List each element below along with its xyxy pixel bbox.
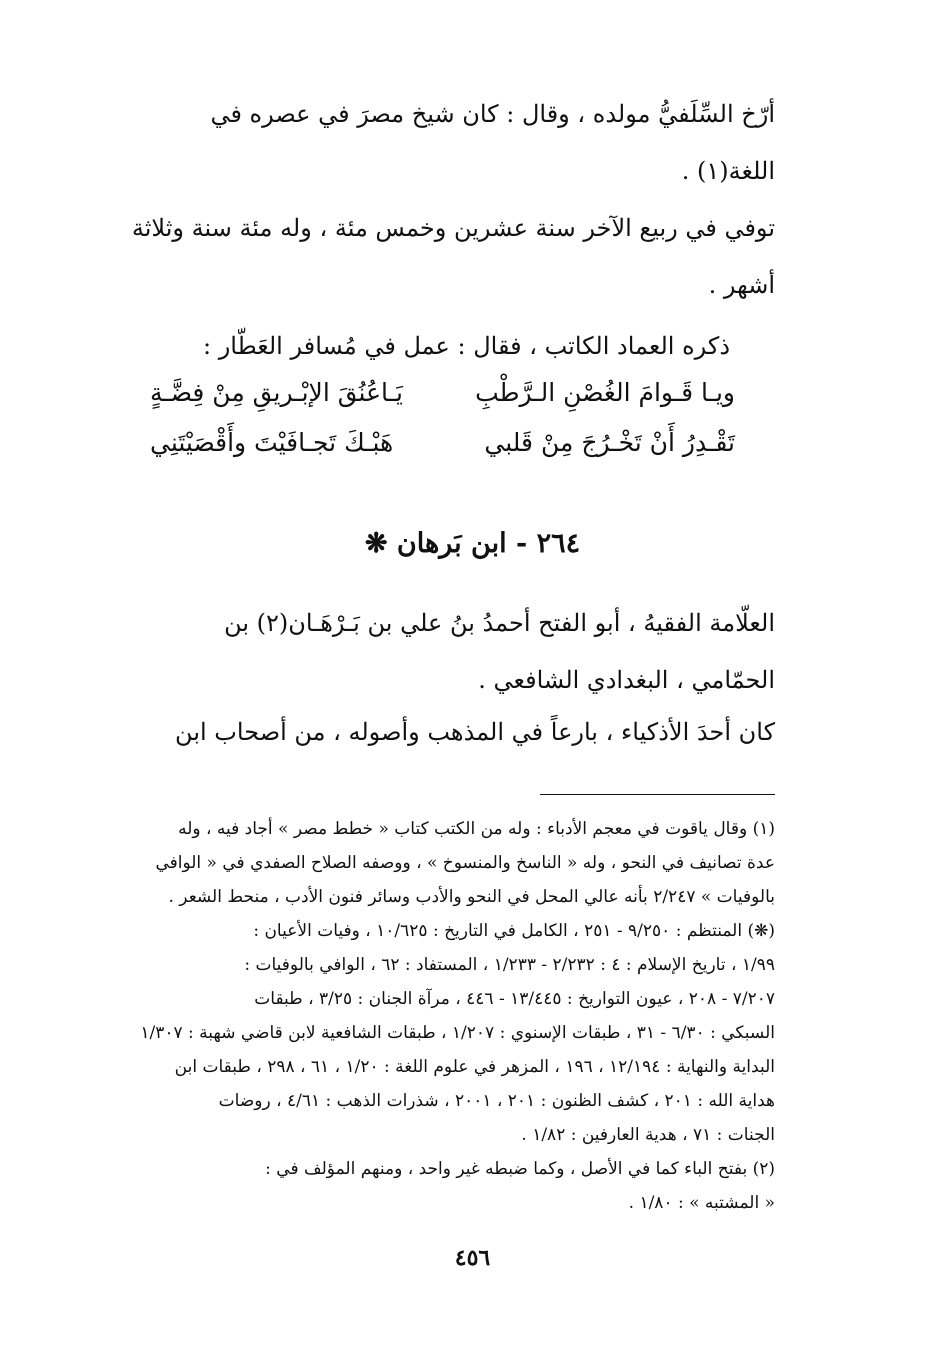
footnote-line: البداية والنهاية : ١٢/١٩٤ ، ١٩٦ ، المزهر في علوم اللغة : ١/٢٠ ، ٦١ ، ٢٩٨ ، طبقات ابن [174, 1057, 775, 1077]
entry-heading: ٢٦٤ - ابن بَرهان ❋ [364, 528, 581, 559]
footnote-line: (❋) المنتظم : ٩/٢٥٠ - ٢٥١ ، الكامل في التاريخ : ١٠/٦٢٥ ، وفيات الأعيان : [253, 921, 775, 941]
text-line: توفي في ربيع الآخر سنة عشرين وخمس مئة ، وله مئة سنة وثلاثة [131, 214, 775, 242]
footnote-separator [540, 794, 775, 795]
poem-hemistich-first: هَبْـكَ تَجـافَيْتَ وأَقْصَيْتَنِي [150, 428, 394, 457]
footnote-line: « المشتبه » : ١/٨٠ . [628, 1193, 775, 1213]
footnote-line: عدة تصانيف في النحو ، وله « الناسخ والمنسوخ » ، ووصفه الصلاح الصفدي في « الوافي [155, 853, 775, 873]
footnote-line: (٢) بفتح الباء كما في الأصل ، وكما ضبطه غير واحد ، ومنهم المؤلف في : [265, 1159, 775, 1179]
paragraph-ibn-burhan-name [108, 595, 775, 709]
footnote-line: ٧/٢٠٧ - ٢٠٨ ، عيون التواريخ : ١٣/٤٤٥ - ٤٤٦ ، مرآة الجنان : ٣/٢٥ ، طبقات [254, 989, 775, 1009]
page-number: ٤٥٦ [454, 1245, 491, 1271]
text-line: أشهر . [708, 271, 775, 299]
poem-verse [150, 428, 735, 478]
footnote-line: (١) وقال ياقوت في معجم الأدباء : وله من الكتب كتاب « خطط مصر » أجاد فيه ، وله [178, 819, 775, 839]
paragraph-death-date [108, 200, 775, 314]
footnote-line: هداية الله : ٢٠١ ، كشف الظنون : ٢٠١ ، ٢٠٠١ ، شذرات الذهب : ٤/٦١ ، روضات [218, 1091, 775, 1111]
text-line: كان أحدَ الأذكياء ، بارعاً في المذهب وأصوله ، من أصحاب ابن [175, 718, 775, 746]
paragraph-imad-quote-intro [150, 318, 730, 375]
poem-hemistich-second: ويـا قَـوامَ الغُصْنِ الـرَّطْبِ [475, 378, 735, 407]
paragraph-salafi-dating [108, 86, 775, 200]
footnote-line: السبكي : ٦/٣٠ - ٣١ ، طبقات الإسنوي : ١/٢٠٧ ، طبقات الشافعية لابن قاضي شهبة : ١/٣٠٧ [140, 1023, 775, 1043]
footnote-line: ١/٩٩ ، تاريخ الإسلام : ٤ : ٢/٢٣٢ - ١/٢٣٣ ، المستفاد : ٦٢ ، الوافي بالوفيات : [244, 955, 775, 975]
text-line: اللغة(١) . [681, 157, 775, 185]
poem-hemistich-second: تَقْـدِرُ أَنْ تَخْـرُجَ مِنْ قَلبي [484, 428, 735, 457]
text-line: أرّخ السِّلَفيُّ مولده ، وقال : كان شيخ مصرَ في عصره في [210, 100, 775, 128]
text-line: ذكره العماد الكاتب ، فقال : عمل في مُسافر العَطّار : [202, 332, 730, 360]
footnotes [108, 812, 775, 1220]
poem-hemistich-first: يَـاعُنُقَ الإبْـريقِ مِنْ فِضَّـةٍ [150, 378, 403, 407]
paragraph-ibn-burhan-description [108, 704, 775, 761]
footnote-line: بالوفيات » ٢/٢٤٧ بأنه عالي المحل في النحو والأدب وسائر فنون الأدب ، منحط الشعر . [168, 887, 775, 907]
poem-verse [150, 378, 735, 428]
footnote-line: الجنات : ٧١ ، هدية العارفين : ١/٨٢ . [521, 1125, 775, 1145]
text-line: العلّامة الفقيهُ ، أبو الفتح أحمدُ بنُ علي بن بَـرْهَـان(٢) بن [224, 609, 775, 637]
text-line: الحمّامي ، البغدادي الشافعي . [478, 666, 775, 694]
